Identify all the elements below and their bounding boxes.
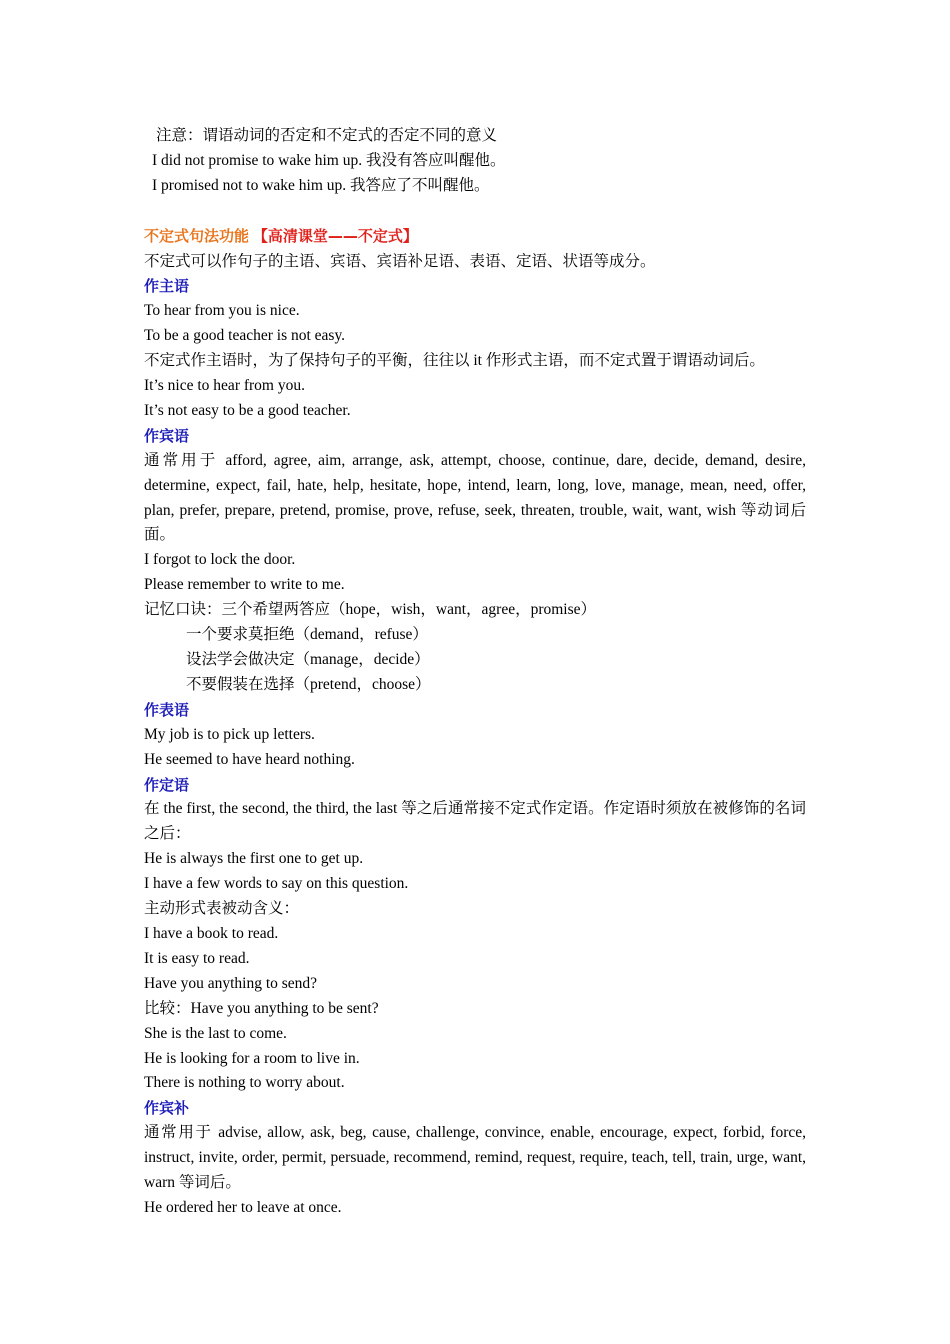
subheading-object-complement: 作宾补	[144, 1099, 190, 1118]
note-title: 注意：谓语动词的否定和不定式的否定不同的意义	[156, 127, 498, 144]
subheading-predicative: 作表语	[144, 700, 190, 719]
section-title: 不定式句法功能	[144, 226, 250, 245]
example-line: He is always the first one to get up.	[144, 850, 364, 868]
explanation-paragraph: 在 the first, the second, the third, the last 等之后通常接不定式作定语。作定语时须放在被修饰的名词之后：	[144, 800, 806, 843]
example-line: It is easy to read.	[144, 949, 250, 967]
example-line: My job is to pick up letters.	[144, 725, 315, 743]
spacer	[144, 199, 806, 224]
example-line: 比较：Have you anything to be sent?	[144, 999, 379, 1017]
example-line: He ordered her to leave at once.	[144, 1198, 342, 1216]
example-line: I have a few words to say on this question.	[144, 875, 409, 893]
explanation-line: 不定式作主语时，为了保持句子的平衡，往往以 it 作形式主语，而不定式置于谓语动词后。	[144, 352, 765, 370]
verb-list-paragraph: 通常用于 advise, allow, ask, beg, cause, challenge, convince, enable, encourage, expect, forbid, force, instruct, invite, order, permit, persuade, recommend, remind, request, require, teach, tell, train, urge, want, warn 等词后。	[144, 1124, 806, 1192]
mnemonic-line: 记忆口诀：三个希望两答应（hope，wish，want，agree，promise）	[144, 601, 597, 619]
example-line: She is the last to come.	[144, 1024, 287, 1042]
example-line: To hear from you is nice.	[144, 302, 300, 320]
mnemonic-line: 不要假装在选择（pretend，choose）	[186, 675, 431, 693]
example-line: To be a good teacher is not easy.	[144, 327, 346, 345]
document-page	[144, 124, 806, 1221]
verb-list-paragraph: 通常用于 afford, agree, aim, arrange, ask, attempt, choose, continue, dare, decide, demand, desire, determine, expect, fail, hate, help, hesitate, hope, intend, learn, long, love, manage, mean, need, offer, plan, prefer, prepare, pretend, promise, prove, refuse, seek, threaten, trouble, wait, want, wish 等动词后面。	[144, 451, 806, 544]
subheading-attributive: 作定语	[144, 775, 190, 794]
section-heading	[144, 224, 806, 250]
example-line: I forgot to lock the door.	[144, 551, 296, 569]
mnemonic-line: 设法学会做决定（manage，decide）	[186, 651, 430, 669]
example-line: Have you anything to send?	[144, 974, 318, 992]
example-line: He seemed to have heard nothing.	[144, 750, 355, 768]
example-line: Please remember to write to me.	[144, 576, 345, 594]
subheading-object: 作宾语	[144, 426, 190, 445]
note-example: I promised not to wake him up. 我答应了不叫醒他。	[152, 176, 490, 194]
section-intro: 不定式可以作句子的主语、宾语、宾语补足语、表语、定语、状语等成分。	[144, 252, 656, 270]
subheading-subject: 作主语	[144, 277, 190, 296]
example-line: There is nothing to worry about.	[144, 1074, 345, 1092]
example-line: It’s not easy to be a good teacher.	[144, 401, 351, 419]
explanation-line: 主动形式表被动含义：	[144, 900, 300, 918]
example-line: It’s nice to hear from you.	[144, 377, 305, 395]
section-tag-link[interactable]: 【高清课堂——不定式】	[252, 226, 418, 245]
note-example: I did not promise to wake him up. 我没有答应叫醒他。	[152, 151, 506, 169]
example-line: He is looking for a room to live in.	[144, 1049, 360, 1067]
mnemonic-line: 一个要求莫拒绝（demand，refuse）	[186, 626, 428, 644]
example-line: I have a book to read.	[144, 924, 279, 942]
